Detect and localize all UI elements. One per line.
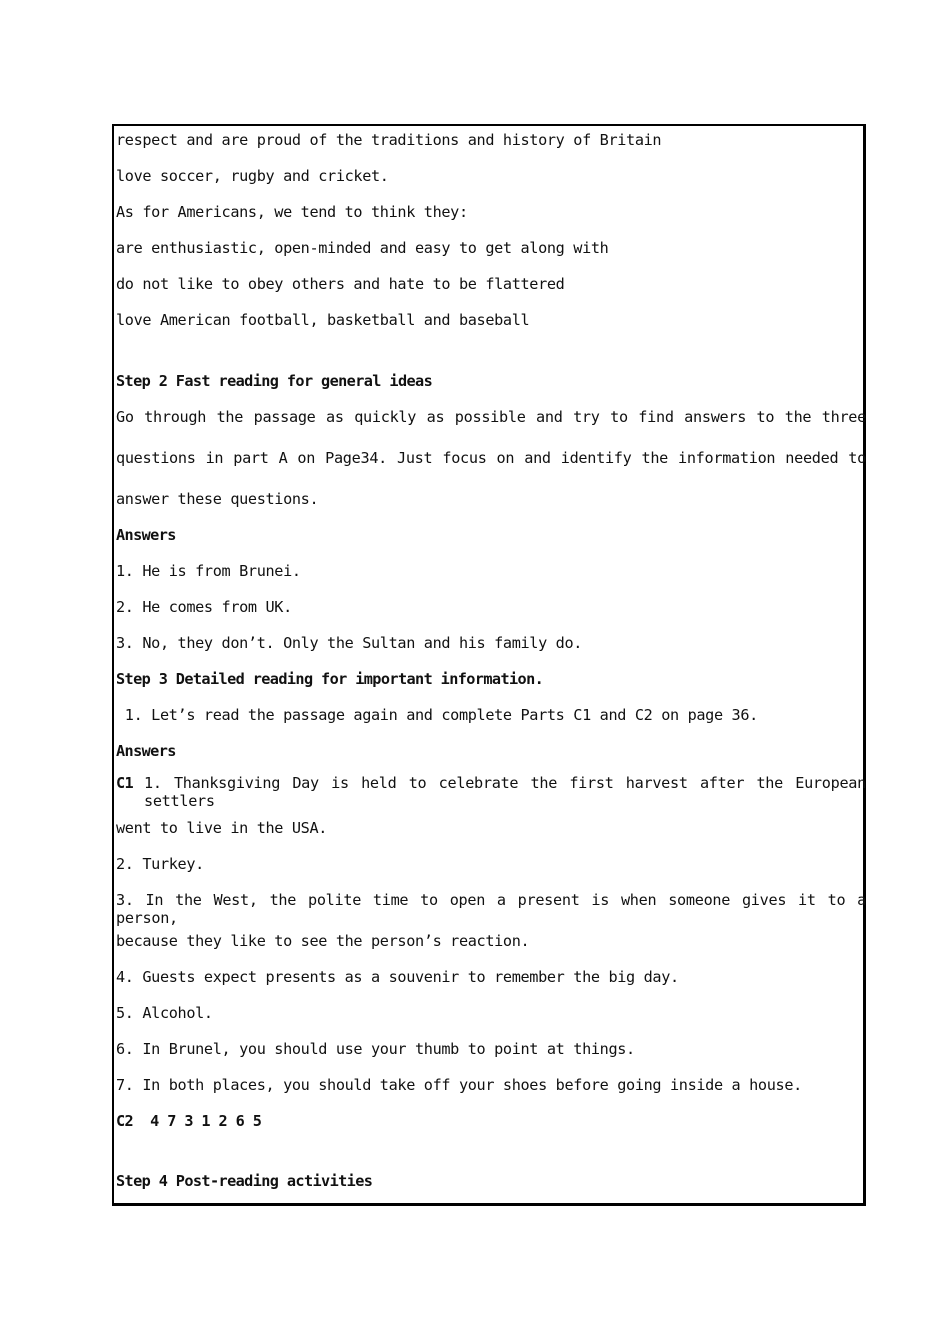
answer-item: 3. No, they don’t. Only the Sultan and his family do. bbox=[116, 634, 583, 652]
step2-paragraph-line: answer these questions. bbox=[116, 490, 319, 508]
step3-heading: Step 3 Detailed reading for important information. bbox=[116, 670, 544, 688]
text-line: do not like to obey others and hate to be flattered bbox=[116, 275, 565, 293]
step2-heading: Step 2 Fast reading for general ideas bbox=[116, 372, 433, 390]
c1-answer-line: 4. Guests expect presents as a souvenir to remember the big day. bbox=[116, 968, 679, 986]
answers-heading: Answers bbox=[116, 742, 176, 760]
c1-label: C1 bbox=[116, 774, 134, 792]
answers-heading: Answers bbox=[116, 526, 176, 544]
text-line: love soccer, rugby and cricket. bbox=[116, 167, 389, 185]
c1-answer-line: 6. In Brunel, you should use your thumb to point at things. bbox=[116, 1040, 635, 1058]
c2-answer: C2 4 7 3 1 2 6 5 bbox=[116, 1112, 262, 1130]
c1-answer-line: 1. Thanksgiving Day is held to celebrate the first harvest after the European settlers bbox=[144, 774, 866, 810]
c1-answer-line: because they like to see the person’s reaction. bbox=[116, 932, 530, 950]
text-line: respect and are proud of the traditions and history of Britain bbox=[116, 131, 662, 149]
c1-answer-line: 5. Alcohol. bbox=[116, 1004, 213, 1022]
answer-item: 1. He is from Brunei. bbox=[116, 562, 301, 580]
answer-item: 2. He comes from UK. bbox=[116, 598, 292, 616]
step2-paragraph-line: questions in part A on Page34. Just focus on and identify the information needed to bbox=[116, 449, 866, 467]
c1-answer-line: 3. In the West, the polite time to open a present is when someone gives it to a person, bbox=[116, 891, 866, 927]
c1-answer-line: 7. In both places, you should take off your shoes before going inside a house. bbox=[116, 1076, 802, 1094]
step4-heading: Step 4 Post-reading activities bbox=[116, 1172, 373, 1190]
c1-answer-line: went to live in the USA. bbox=[116, 819, 328, 837]
c1-answer-line: 2. Turkey. bbox=[116, 855, 204, 873]
text-line: are enthusiastic, open-minded and easy to get along with bbox=[116, 239, 609, 257]
text-line: love American football, basketball and baseball bbox=[116, 311, 530, 329]
text-line: As for Americans, we tend to think they: bbox=[116, 203, 468, 221]
step3-instruction: 1. Let’s read the passage again and complete Parts C1 and C2 on page 36. bbox=[116, 706, 758, 724]
step2-paragraph-line: Go through the passage as quickly as possible and try to find answers to the three bbox=[116, 408, 866, 426]
